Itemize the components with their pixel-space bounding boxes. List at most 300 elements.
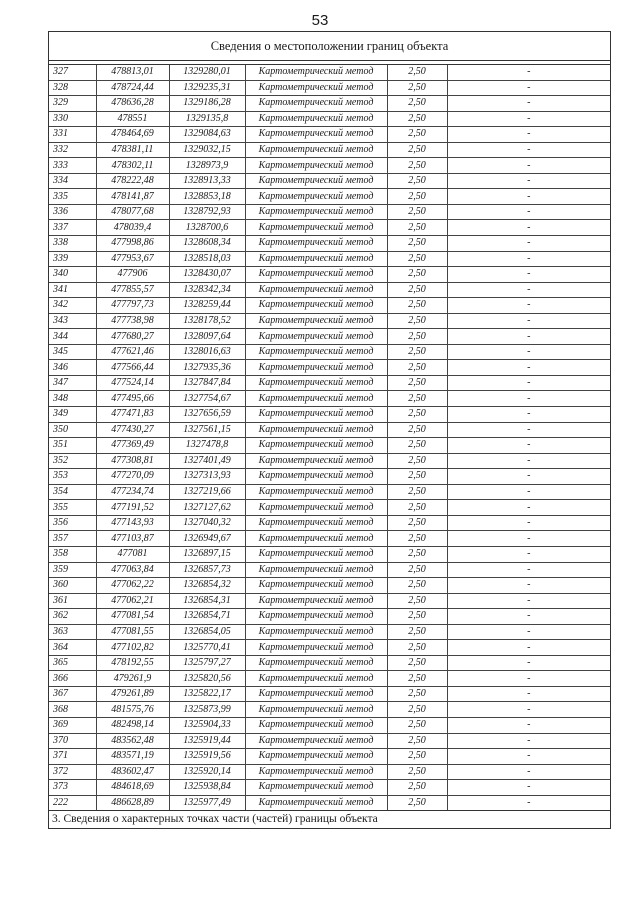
x-coordinate-cell: 477906: [96, 267, 169, 283]
y-coordinate-cell: 1327935,36: [169, 360, 245, 376]
accuracy-cell: 2,50: [387, 531, 447, 547]
method-cell: Картометрический метод: [245, 546, 387, 562]
table-row: [49, 546, 610, 562]
description-cell: -: [447, 360, 610, 376]
x-coordinate-cell: 483571,19: [96, 749, 169, 765]
accuracy-cell: 2,50: [387, 329, 447, 345]
description-cell: -: [447, 500, 610, 516]
point-number-cell: 340: [49, 267, 96, 283]
point-number-cell: 365: [49, 655, 96, 671]
method-cell: Картометрический метод: [245, 189, 387, 205]
x-coordinate-cell: 486628,89: [96, 795, 169, 810]
y-coordinate-cell: 1328973,9: [169, 158, 245, 174]
table-row: [49, 686, 610, 702]
y-coordinate-cell: 1328853,18: [169, 189, 245, 205]
page-number: 53: [311, 12, 329, 29]
table-row: [49, 360, 610, 376]
y-coordinate-cell: 1326897,15: [169, 546, 245, 562]
method-cell: Картометрический метод: [245, 111, 387, 127]
table-row: [49, 484, 610, 500]
x-coordinate-cell: 477103,87: [96, 531, 169, 547]
method-cell: Картометрический метод: [245, 407, 387, 423]
point-number-cell: 364: [49, 640, 96, 656]
x-coordinate-cell: 477495,66: [96, 391, 169, 407]
point-number-cell: 352: [49, 453, 96, 469]
description-cell: -: [447, 469, 610, 485]
accuracy-cell: 2,50: [387, 484, 447, 500]
method-cell: Картометрический метод: [245, 515, 387, 531]
point-number-cell: 344: [49, 329, 96, 345]
accuracy-cell: 2,50: [387, 267, 447, 283]
table-row: [49, 111, 610, 127]
accuracy-cell: 2,50: [387, 407, 447, 423]
y-coordinate-cell: 1328700,6: [169, 220, 245, 236]
method-cell: Картометрический метод: [245, 298, 387, 314]
table-row: [49, 578, 610, 594]
accuracy-cell: 2,50: [387, 609, 447, 625]
method-cell: Картометрический метод: [245, 484, 387, 500]
x-coordinate-cell: 477680,27: [96, 329, 169, 345]
point-number-cell: 334: [49, 173, 96, 189]
description-cell: -: [447, 640, 610, 656]
point-number-cell: 363: [49, 624, 96, 640]
footer-note: 3. Сведения о характерных точках части (частей) границы объекта: [49, 810, 610, 828]
table-row: [49, 251, 610, 267]
x-coordinate-cell: 478077,68: [96, 204, 169, 220]
y-coordinate-cell: 1325770,41: [169, 640, 245, 656]
accuracy-cell: 2,50: [387, 65, 447, 80]
accuracy-cell: 2,50: [387, 360, 447, 376]
y-coordinate-cell: 1328792,93: [169, 204, 245, 220]
method-cell: Картометрический метод: [245, 158, 387, 174]
table-row: [49, 609, 610, 625]
point-number-cell: 354: [49, 484, 96, 500]
point-number-cell: 330: [49, 111, 96, 127]
point-number-cell: 333: [49, 158, 96, 174]
x-coordinate-cell: 477308,81: [96, 453, 169, 469]
x-coordinate-cell: 478222,48: [96, 173, 169, 189]
method-cell: Картометрический метод: [245, 655, 387, 671]
point-number-cell: 362: [49, 609, 96, 625]
method-cell: Картометрический метод: [245, 531, 387, 547]
accuracy-cell: 2,50: [387, 593, 447, 609]
description-cell: -: [447, 127, 610, 143]
accuracy-cell: 2,50: [387, 391, 447, 407]
description-cell: -: [447, 795, 610, 810]
y-coordinate-cell: 1325919,44: [169, 733, 245, 749]
description-cell: -: [447, 438, 610, 454]
section-title: Сведения о местоположении границ объекта: [49, 32, 610, 61]
y-coordinate-cell: 1326857,73: [169, 562, 245, 578]
accuracy-cell: 2,50: [387, 204, 447, 220]
y-coordinate-cell: 1328608,34: [169, 236, 245, 252]
method-cell: Картометрический метод: [245, 391, 387, 407]
y-coordinate-cell: 1328913,33: [169, 173, 245, 189]
point-number-cell: 355: [49, 500, 96, 516]
accuracy-cell: 2,50: [387, 733, 447, 749]
accuracy-cell: 2,50: [387, 686, 447, 702]
point-number-cell: 332: [49, 142, 96, 158]
accuracy-cell: 2,50: [387, 127, 447, 143]
y-coordinate-cell: 1328518,03: [169, 251, 245, 267]
accuracy-cell: 2,50: [387, 578, 447, 594]
point-number-cell: 349: [49, 407, 96, 423]
point-number-cell: 341: [49, 282, 96, 298]
accuracy-cell: 2,50: [387, 111, 447, 127]
y-coordinate-cell: 1329084,63: [169, 127, 245, 143]
accuracy-cell: 2,50: [387, 562, 447, 578]
x-coordinate-cell: 478302,11: [96, 158, 169, 174]
point-number-cell: 358: [49, 546, 96, 562]
description-cell: -: [447, 749, 610, 765]
x-coordinate-cell: 477566,44: [96, 360, 169, 376]
accuracy-cell: 2,50: [387, 236, 447, 252]
table-row: [49, 65, 610, 80]
y-coordinate-cell: 1326854,05: [169, 624, 245, 640]
description-cell: -: [447, 344, 610, 360]
description-cell: -: [447, 453, 610, 469]
x-coordinate-cell: 477234,74: [96, 484, 169, 500]
point-number-cell: 347: [49, 375, 96, 391]
description-cell: -: [447, 204, 610, 220]
y-coordinate-cell: 1328430,07: [169, 267, 245, 283]
method-cell: Картометрический метод: [245, 313, 387, 329]
x-coordinate-cell: 478551: [96, 111, 169, 127]
table-row: [49, 593, 610, 609]
description-cell: -: [447, 391, 610, 407]
boundary-points-table: [49, 65, 610, 810]
method-cell: Картометрический метод: [245, 375, 387, 391]
y-coordinate-cell: 1328259,44: [169, 298, 245, 314]
y-coordinate-cell: 1325920,14: [169, 764, 245, 780]
accuracy-cell: 2,50: [387, 375, 447, 391]
y-coordinate-cell: 1329032,15: [169, 142, 245, 158]
description-cell: -: [447, 251, 610, 267]
method-cell: Картометрический метод: [245, 127, 387, 143]
accuracy-cell: 2,50: [387, 795, 447, 810]
table-row: [49, 702, 610, 718]
method-cell: Картометрический метод: [245, 236, 387, 252]
y-coordinate-cell: 1329235,31: [169, 80, 245, 96]
method-cell: Картометрический метод: [245, 453, 387, 469]
accuracy-cell: 2,50: [387, 702, 447, 718]
method-cell: Картометрический метод: [245, 282, 387, 298]
point-number-cell: 222: [49, 795, 96, 810]
point-number-cell: 345: [49, 344, 96, 360]
table-row: [49, 640, 610, 656]
point-number-cell: 359: [49, 562, 96, 578]
method-cell: Картометрический метод: [245, 593, 387, 609]
y-coordinate-cell: 1325820,56: [169, 671, 245, 687]
x-coordinate-cell: 478724,44: [96, 80, 169, 96]
method-cell: Картометрический метод: [245, 360, 387, 376]
y-coordinate-cell: 1327401,49: [169, 453, 245, 469]
description-cell: -: [447, 236, 610, 252]
accuracy-cell: 2,50: [387, 749, 447, 765]
description-cell: -: [447, 220, 610, 236]
y-coordinate-cell: 1326854,71: [169, 609, 245, 625]
table-row: [49, 298, 610, 314]
method-cell: Картометрический метод: [245, 80, 387, 96]
point-number-cell: 367: [49, 686, 96, 702]
table-row: [49, 764, 610, 780]
description-cell: -: [447, 671, 610, 687]
table-row: [49, 624, 610, 640]
method-cell: Картометрический метод: [245, 142, 387, 158]
point-number-cell: 336: [49, 204, 96, 220]
accuracy-cell: 2,50: [387, 469, 447, 485]
y-coordinate-cell: 1325977,49: [169, 795, 245, 810]
description-cell: -: [447, 717, 610, 733]
y-coordinate-cell: 1328016,63: [169, 344, 245, 360]
x-coordinate-cell: 478464,69: [96, 127, 169, 143]
y-coordinate-cell: 1326854,31: [169, 593, 245, 609]
table-row: [49, 204, 610, 220]
description-cell: -: [447, 578, 610, 594]
x-coordinate-cell: 478039,4: [96, 220, 169, 236]
accuracy-cell: 2,50: [387, 546, 447, 562]
x-coordinate-cell: 478636,28: [96, 96, 169, 112]
y-coordinate-cell: 1327040,32: [169, 515, 245, 531]
x-coordinate-cell: 479261,9: [96, 671, 169, 687]
description-cell: -: [447, 733, 610, 749]
description-cell: -: [447, 142, 610, 158]
method-cell: Картометрический метод: [245, 438, 387, 454]
method-cell: Картометрический метод: [245, 344, 387, 360]
method-cell: Картометрический метод: [245, 65, 387, 80]
method-cell: Картометрический метод: [245, 717, 387, 733]
description-cell: -: [447, 111, 610, 127]
table-row: [49, 453, 610, 469]
y-coordinate-cell: 1325873,99: [169, 702, 245, 718]
point-number-cell: 360: [49, 578, 96, 594]
accuracy-cell: 2,50: [387, 671, 447, 687]
method-cell: Картометрический метод: [245, 329, 387, 345]
description-cell: -: [447, 329, 610, 345]
point-number-cell: 356: [49, 515, 96, 531]
table-row: [49, 515, 610, 531]
y-coordinate-cell: 1325938,84: [169, 780, 245, 796]
table-row: [49, 391, 610, 407]
x-coordinate-cell: 481575,76: [96, 702, 169, 718]
point-number-cell: 351: [49, 438, 96, 454]
table-row: [49, 671, 610, 687]
table-row: [49, 96, 610, 112]
x-coordinate-cell: 484618,69: [96, 780, 169, 796]
y-coordinate-cell: 1327313,93: [169, 469, 245, 485]
description-cell: -: [447, 313, 610, 329]
accuracy-cell: 2,50: [387, 220, 447, 236]
accuracy-cell: 2,50: [387, 96, 447, 112]
point-number-cell: 370: [49, 733, 96, 749]
accuracy-cell: 2,50: [387, 158, 447, 174]
x-coordinate-cell: 477143,93: [96, 515, 169, 531]
table-row: [49, 189, 610, 205]
method-cell: Картометрический метод: [245, 500, 387, 516]
table-row: [49, 267, 610, 283]
y-coordinate-cell: 1328097,64: [169, 329, 245, 345]
description-cell: -: [447, 780, 610, 796]
table-row: [49, 469, 610, 485]
point-number-cell: 331: [49, 127, 96, 143]
description-cell: -: [447, 764, 610, 780]
y-coordinate-cell: 1325797,27: [169, 655, 245, 671]
table-row: [49, 375, 610, 391]
x-coordinate-cell: 477191,52: [96, 500, 169, 516]
x-coordinate-cell: 478141,87: [96, 189, 169, 205]
method-cell: Картометрический метод: [245, 267, 387, 283]
table-row: [49, 438, 610, 454]
y-coordinate-cell: 1327847,84: [169, 375, 245, 391]
method-cell: Картометрический метод: [245, 749, 387, 765]
description-cell: -: [447, 267, 610, 283]
table-row: [49, 313, 610, 329]
accuracy-cell: 2,50: [387, 655, 447, 671]
accuracy-cell: 2,50: [387, 251, 447, 267]
description-cell: -: [447, 65, 610, 80]
accuracy-cell: 2,50: [387, 780, 447, 796]
y-coordinate-cell: 1328342,34: [169, 282, 245, 298]
accuracy-cell: 2,50: [387, 453, 447, 469]
accuracy-cell: 2,50: [387, 640, 447, 656]
method-cell: Картометрический метод: [245, 562, 387, 578]
accuracy-cell: 2,50: [387, 173, 447, 189]
accuracy-cell: 2,50: [387, 438, 447, 454]
point-number-cell: 337: [49, 220, 96, 236]
accuracy-cell: 2,50: [387, 764, 447, 780]
y-coordinate-cell: 1329135,8: [169, 111, 245, 127]
table-row: [49, 127, 610, 143]
method-cell: Картометрический метод: [245, 469, 387, 485]
description-cell: -: [447, 546, 610, 562]
table-row: [49, 422, 610, 438]
method-cell: Картометрический метод: [245, 780, 387, 796]
x-coordinate-cell: 477621,46: [96, 344, 169, 360]
y-coordinate-cell: 1326854,32: [169, 578, 245, 594]
table-row: [49, 562, 610, 578]
method-cell: Картометрический метод: [245, 733, 387, 749]
accuracy-cell: 2,50: [387, 80, 447, 96]
y-coordinate-cell: 1327754,67: [169, 391, 245, 407]
description-cell: -: [447, 562, 610, 578]
x-coordinate-cell: 477102,82: [96, 640, 169, 656]
method-cell: Картометрический метод: [245, 422, 387, 438]
x-coordinate-cell: 477062,22: [96, 578, 169, 594]
y-coordinate-cell: 1326949,67: [169, 531, 245, 547]
point-number-cell: 338: [49, 236, 96, 252]
table-row: [49, 282, 610, 298]
method-cell: Картометрический метод: [245, 702, 387, 718]
table-row: [49, 173, 610, 189]
point-number-cell: 343: [49, 313, 96, 329]
table-row: [49, 329, 610, 345]
method-cell: Картометрический метод: [245, 96, 387, 112]
accuracy-cell: 2,50: [387, 717, 447, 733]
accuracy-cell: 2,50: [387, 624, 447, 640]
description-cell: -: [447, 282, 610, 298]
table-row: [49, 142, 610, 158]
description-cell: -: [447, 422, 610, 438]
x-coordinate-cell: 477081,55: [96, 624, 169, 640]
description-cell: -: [447, 484, 610, 500]
y-coordinate-cell: 1325904,33: [169, 717, 245, 733]
y-coordinate-cell: 1327656,59: [169, 407, 245, 423]
x-coordinate-cell: 478381,11: [96, 142, 169, 158]
method-cell: Картометрический метод: [245, 795, 387, 810]
method-cell: Картометрический метод: [245, 204, 387, 220]
y-coordinate-cell: 1325919,56: [169, 749, 245, 765]
point-number-cell: 368: [49, 702, 96, 718]
method-cell: Картометрический метод: [245, 251, 387, 267]
point-number-cell: 339: [49, 251, 96, 267]
accuracy-cell: 2,50: [387, 500, 447, 516]
point-number-cell: 371: [49, 749, 96, 765]
description-cell: -: [447, 624, 610, 640]
table-row: [49, 80, 610, 96]
method-cell: Картометрический метод: [245, 220, 387, 236]
x-coordinate-cell: 477430,27: [96, 422, 169, 438]
method-cell: Картометрический метод: [245, 173, 387, 189]
point-number-cell: 372: [49, 764, 96, 780]
point-number-cell: 335: [49, 189, 96, 205]
x-coordinate-cell: 477471,83: [96, 407, 169, 423]
y-coordinate-cell: 1328178,52: [169, 313, 245, 329]
x-coordinate-cell: 477855,57: [96, 282, 169, 298]
x-coordinate-cell: 478192,55: [96, 655, 169, 671]
accuracy-cell: 2,50: [387, 313, 447, 329]
point-number-cell: 342: [49, 298, 96, 314]
point-number-cell: 346: [49, 360, 96, 376]
description-cell: -: [447, 407, 610, 423]
x-coordinate-cell: 477738,98: [96, 313, 169, 329]
point-number-cell: 327: [49, 65, 96, 80]
description-cell: -: [447, 80, 610, 96]
method-cell: Картометрический метод: [245, 609, 387, 625]
point-number-cell: 353: [49, 469, 96, 485]
x-coordinate-cell: 477081,54: [96, 609, 169, 625]
table-row: [49, 344, 610, 360]
description-cell: -: [447, 515, 610, 531]
point-number-cell: 348: [49, 391, 96, 407]
x-coordinate-cell: 483562,48: [96, 733, 169, 749]
accuracy-cell: 2,50: [387, 344, 447, 360]
accuracy-cell: 2,50: [387, 515, 447, 531]
table-row: [49, 407, 610, 423]
table-row: [49, 531, 610, 547]
table-row: [49, 500, 610, 516]
x-coordinate-cell: 483602,47: [96, 764, 169, 780]
x-coordinate-cell: 478813,01: [96, 65, 169, 80]
table-row: [49, 795, 610, 810]
description-cell: -: [447, 96, 610, 112]
point-number-cell: 329: [49, 96, 96, 112]
description-cell: -: [447, 702, 610, 718]
point-number-cell: 373: [49, 780, 96, 796]
y-coordinate-cell: 1327561,15: [169, 422, 245, 438]
table-row: [49, 158, 610, 174]
y-coordinate-cell: 1329280,01: [169, 65, 245, 80]
description-cell: -: [447, 531, 610, 547]
x-coordinate-cell: 477270,09: [96, 469, 169, 485]
y-coordinate-cell: 1327478,8: [169, 438, 245, 454]
description-cell: -: [447, 298, 610, 314]
x-coordinate-cell: 477998,86: [96, 236, 169, 252]
method-cell: Картометрический метод: [245, 686, 387, 702]
table-row: [49, 236, 610, 252]
y-coordinate-cell: 1327219,66: [169, 484, 245, 500]
point-number-cell: 369: [49, 717, 96, 733]
accuracy-cell: 2,50: [387, 422, 447, 438]
